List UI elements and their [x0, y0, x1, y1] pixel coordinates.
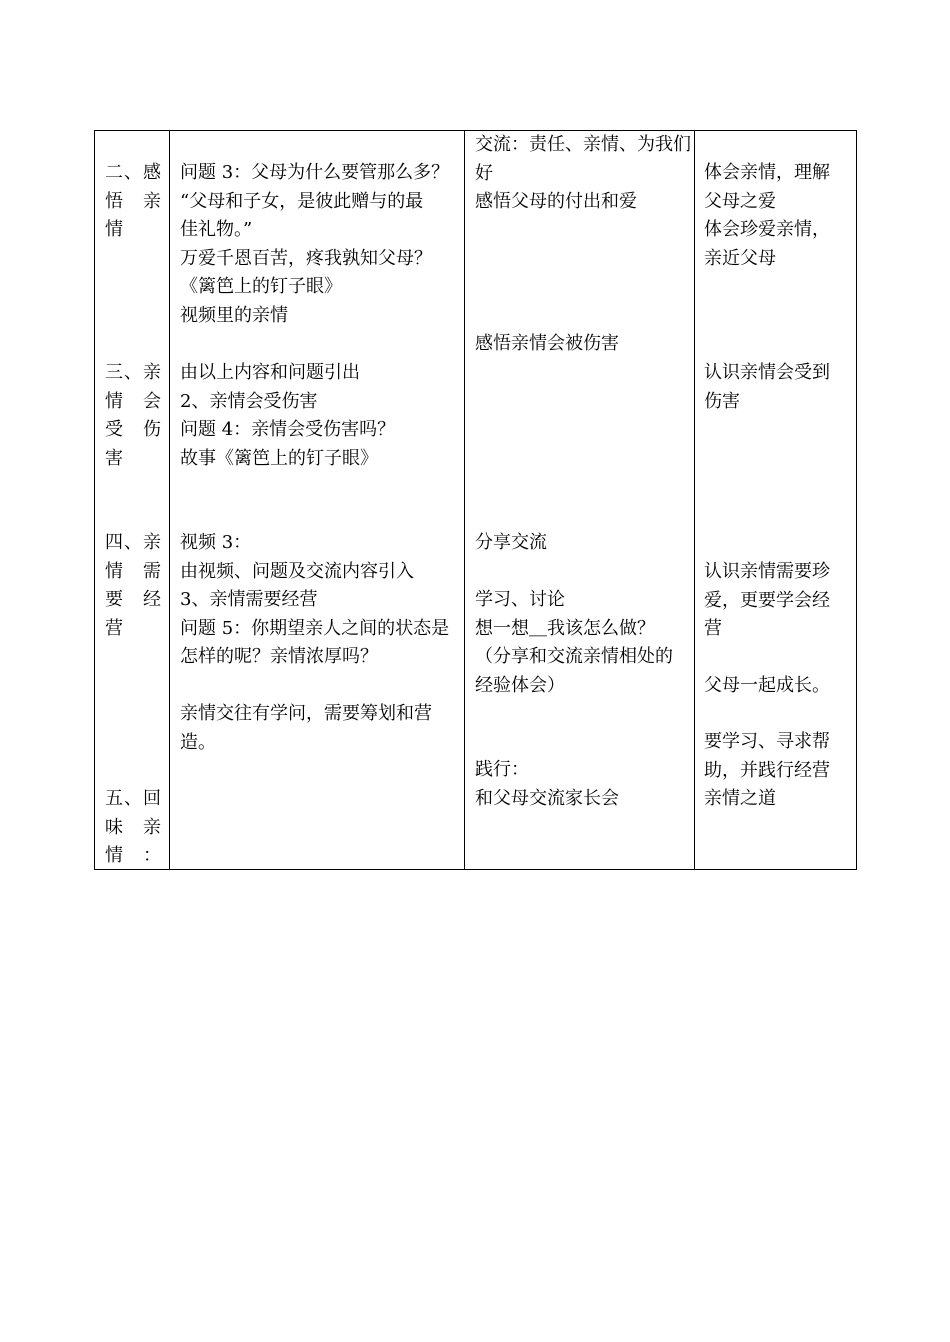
activity-line: 践行： [475, 759, 529, 780]
content-line: 问题 5：你期望亲人之间的状态是 [180, 617, 450, 639]
content-column [169, 131, 464, 869]
activity-line: （分享和交流亲情相处的 [475, 646, 673, 667]
goal-line: 体会珍爱亲情， [704, 219, 830, 240]
content-line: 佳礼物。” [180, 219, 253, 240]
section-heading-line: 情 需 [105, 560, 161, 582]
goal-block [704, 359, 850, 416]
activity-block [475, 756, 691, 813]
goal-line: 父母一起成长。 [704, 675, 830, 696]
content-block [180, 700, 460, 757]
content-line: 亲情交往有学问，需要筹划和营 [180, 703, 432, 724]
activity-column [464, 131, 694, 869]
section-heading-line: 悟 亲 [105, 190, 161, 212]
content-line: 由视频、问题及交流内容引入 [180, 560, 414, 582]
section-heading-line: 害 [105, 447, 123, 469]
goal-block [704, 672, 850, 701]
section-heading-line: 情： [105, 845, 161, 866]
section-heading-line: 三、亲 [105, 362, 161, 383]
content-line: 造。 [180, 731, 216, 753]
section-heading-line: 营 [105, 617, 123, 639]
section-heading-line: 要 经 [105, 589, 161, 610]
content-line: “父母和子女，是彼此赠与的最 [180, 190, 424, 212]
goal-line: 爱，更要学会经 [704, 589, 830, 611]
goal-line: 亲情之道 [704, 788, 776, 809]
section-heading-line: 情 [105, 219, 123, 240]
activity-line: 学习、讨论 [475, 589, 565, 610]
goal-line: 父母之爱 [704, 190, 776, 212]
content-line: 由以上内容和问题引出 [180, 362, 360, 383]
goal-block [704, 728, 850, 814]
activity-line: 感悟父母的付出和爱 [475, 191, 637, 212]
activity-block [475, 330, 691, 359]
activity-line: 想一想＿我该怎么做？ [475, 617, 655, 639]
section-heading-line: 四、亲 [105, 532, 161, 553]
activity-block [475, 586, 691, 700]
section-heading-3 [105, 359, 161, 473]
goal-line: 要学习、寻求帮 [704, 731, 830, 752]
content-line: 3、亲情需要经营 [180, 589, 318, 610]
activity-block [475, 529, 691, 558]
section-column [95, 131, 169, 869]
section-heading-line: 二、感 [105, 162, 161, 183]
content-line: 《篱笆上的钉子眼》 [180, 276, 342, 297]
content-line: 视频 3： [180, 532, 252, 553]
section-heading-4 [105, 529, 161, 643]
section-heading-line: 情 会 [105, 390, 161, 412]
goal-line: 亲近父母 [704, 247, 776, 269]
goal-line: 认识亲情会受到 [704, 362, 830, 383]
section-heading-line: 受 伤 [105, 419, 161, 440]
content-line: 怎样的呢？亲情浓厚吗？ [180, 646, 378, 667]
content-block [180, 529, 460, 672]
content-line: 万爱千恩百苦，疼我孰知父母？ [180, 247, 432, 269]
goal-line: 助，并践行经营 [704, 759, 830, 781]
content-line: 2、亲情会受伤害 [180, 390, 318, 412]
activity-line: 好 [475, 162, 493, 184]
goal-line: 体会亲情，理解 [704, 162, 830, 183]
goal-block [704, 159, 850, 273]
activity-line: 感悟亲情会被伤害 [475, 333, 619, 354]
goal-line: 营 [704, 618, 722, 639]
content-line: 故事《篱笆上的钉子眼》 [180, 447, 378, 469]
content-line: 问题 4：亲情会受伤害吗？ [180, 419, 396, 440]
content-line: 问题 3：父母为什么要管那么多？ [180, 162, 450, 183]
content-block [180, 159, 460, 330]
section-heading-5 [105, 785, 161, 871]
section-heading-line: 五、回 [105, 788, 161, 809]
goal-line: 伤害 [704, 390, 740, 412]
activity-line: 和父母交流家长会 [475, 787, 619, 809]
activity-line: 经验体会） [475, 674, 565, 696]
section-heading-2 [105, 159, 161, 245]
content-block [180, 359, 460, 473]
goal-block [704, 558, 850, 644]
activity-line: 交流：责任、亲情、为我们 [475, 134, 691, 155]
activity-line: 分享交流 [475, 532, 547, 553]
content-line: 视频里的亲情 [180, 304, 288, 326]
goal-line: 认识亲情需要珍 [704, 561, 830, 582]
goal-column [694, 131, 858, 869]
activity-block [475, 131, 691, 217]
lesson-plan-table [94, 130, 857, 870]
section-heading-line: 味 亲 [105, 816, 161, 838]
